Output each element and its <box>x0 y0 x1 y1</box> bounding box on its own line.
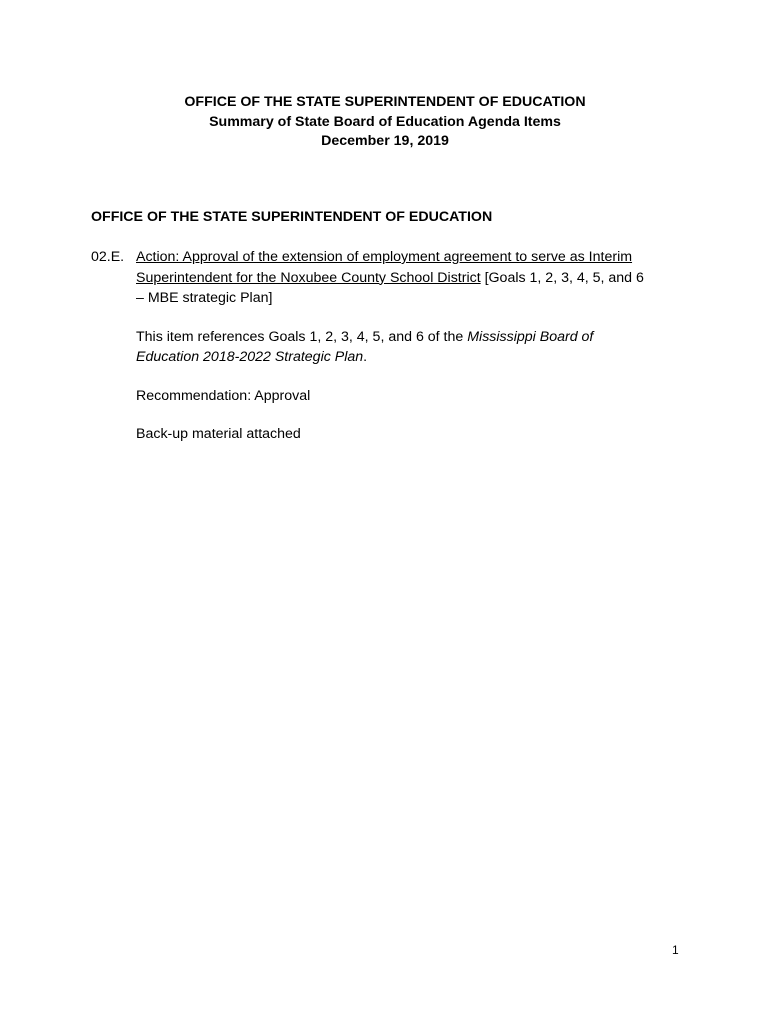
reference-line-1 <box>136 327 696 348</box>
document-header <box>0 93 770 152</box>
reference-prefix: This item references Goals 1, 2, 3, 4, 5, and 6 of the <box>136 328 468 345</box>
backup-paragraph: Back-up material attached <box>136 426 301 442</box>
reference-line-2 <box>136 347 696 368</box>
header-summary-title: Summary of State Board of Education Agenda Items <box>209 113 561 130</box>
reference-plan-name-1: Mississippi Board of <box>467 328 594 345</box>
action-underlined-text: Superintendent for the Noxubee County School District <box>136 269 481 286</box>
reference-plan-name-2: Education 2018-2022 Strategic Plan <box>136 349 364 365</box>
reference-suffix: . <box>363 349 368 365</box>
action-line-1: Action: Approval of the extension of employment agreement to serve as Interim <box>136 249 633 265</box>
header-office-title: OFFICE OF THE STATE SUPERINTENDENT OF EDUCATION <box>184 94 586 110</box>
action-line-3: – MBE strategic Plan] <box>136 290 273 306</box>
header-date: December 19, 2019 <box>321 133 449 149</box>
action-line-2 <box>136 268 696 289</box>
recommendation-paragraph: Recommendation: Approval <box>136 387 311 404</box>
action-goals-text: [Goals 1, 2, 3, 4, 5, and 6 <box>480 269 644 286</box>
reference-paragraph <box>136 327 696 368</box>
action-paragraph <box>136 247 696 309</box>
page-number: 1 <box>672 943 679 957</box>
item-number: 02.E. <box>91 249 125 265</box>
item-body <box>136 247 696 445</box>
section-heading: OFFICE OF THE STATE SUPERINTENDENT OF EDUCATION <box>91 209 493 225</box>
